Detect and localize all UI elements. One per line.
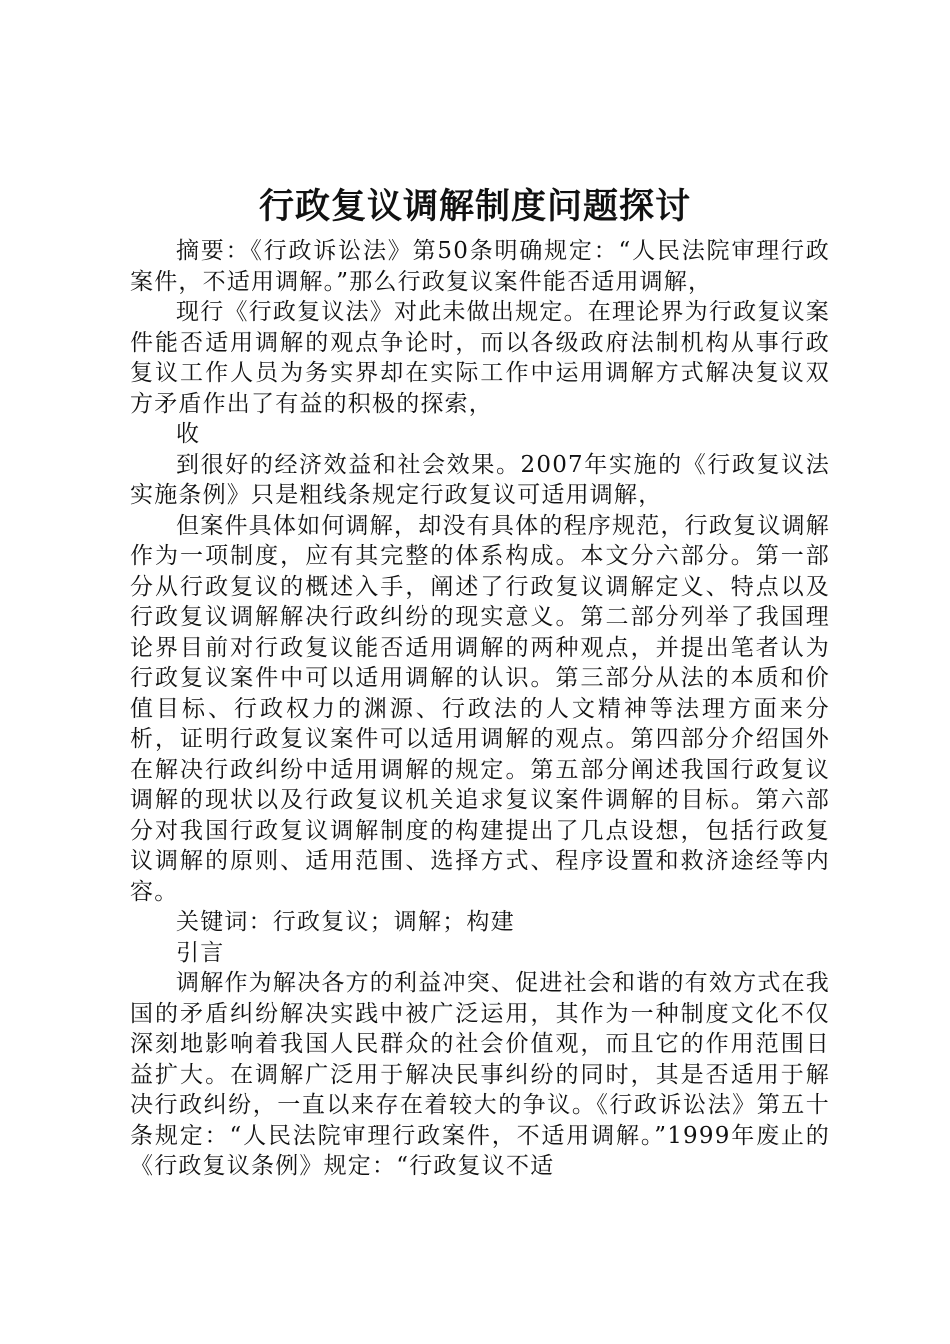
document-body <box>130 236 830 1182</box>
section-heading-introduction: 引言 <box>176 939 225 966</box>
keywords-line: 关键词：行政复议；调解；构建 <box>176 909 515 935</box>
abstract-paragraph: 摘要：《行政诉讼法》第50条明确规定：“人民法院审理行政案件，不适用调解。”那么行政复议案件能否适用调解， <box>130 238 830 295</box>
introduction-paragraph: 调解作为解决各方的利益冲突、促进社会和谐的有效方式在我国的矛盾纠纷解决实践中被广泛运用，其作为一种制度文化不仅深刻地影响着我国人民群众的社会价值观，而且它的作用范围日益扩大。在调解广泛用于解决民事纠纷的同时，其是否适用于解决行政纠纷，一直以来存在着较大的争议。《行政诉讼法》第五十条规定：“人民法院审理行政案件，不适用调解。”1999年废止的《行政复议条例》规定：“行政复议不适 <box>130 970 830 1179</box>
abstract-paragraph: 但案件具体如何调解，却没有具体的程序规范，行政复议调解作为一项制度，应有其完整的体系构成。本文分六部分。第一部分从行政复议的概述入手，阐述了行政复议调解定义、特点以及行政复议调解解决行政纠纷的现实意义。第二部分列举了我国理论界目前对行政复议能否适用调解的两种观点，并提出笔者认为行政复议案件中可以适用调解的认识。第三部分从法的本质和价值目标、行政权力的渊源、行政法的人文精神等法理方面来分析，证明行政复议案件可以适用调解的观点。第四部分介绍国外在解决行政纠纷中适用调解的规定。第五部分阐述我国行政复议调解的现状以及行政复议机关追求复议案件调解的目标。第六部分对我国行政复议调解制度的构建提出了几点设想，包括行政复议调解的原则、适用范围、选择方式、程序设置和救济途经等内容。 <box>130 512 830 905</box>
abstract-paragraph: 到很好的经济效益和社会效果。2007年实施的《行政复议法实施条例》只是粗线条规定行政复议可适用调解， <box>130 451 830 508</box>
abstract-paragraph: 收 <box>176 421 201 447</box>
document-title: 行政复议调解制度问题探讨 <box>258 186 691 227</box>
abstract-paragraph: 现行《行政复议法》对此未做出规定。在理论界为行政复议案件能否适用调解的观点争论时，而以各级政府法制机构从事行政复议工作人员为务实界却在实际工作中运用调解方式解决复议双方矛盾作出了有益的积极的探索， <box>130 299 830 417</box>
